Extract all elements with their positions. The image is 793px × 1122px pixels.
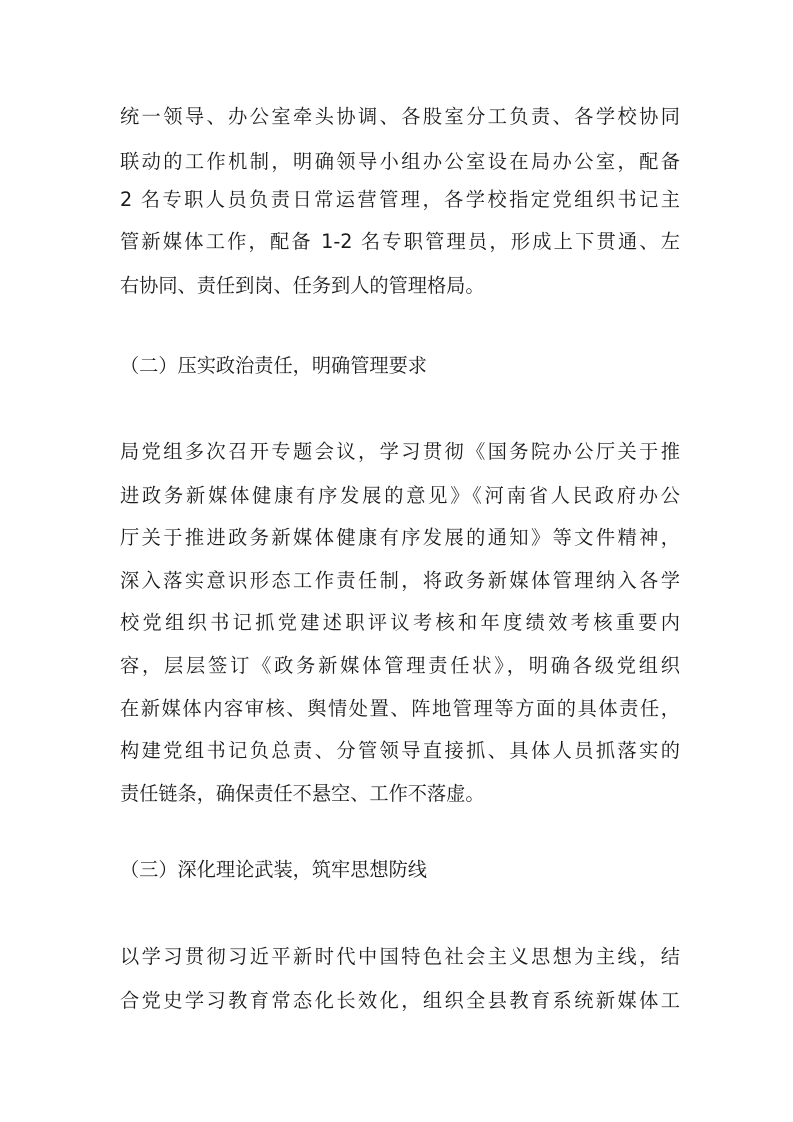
paragraph-2-line-5: 校党组织书记抓党建述职评议考核和年度绩效考核重要内	[120, 611, 680, 634]
paragraph-2-line-2: 进政务新媒体健康有序发展的意见》《河南省人民政府办公	[120, 484, 680, 507]
paragraph-1-line-3: 2 名专职人员负责日常运营管理，各学校指定党组织书记主	[120, 188, 680, 211]
paragraph-2-line-4: 深入落实意识形态工作责任制，将政务新媒体管理纳入各学	[120, 569, 680, 592]
paragraph-1-line-5: 右协同、责任到岗、任务到人的管理格局。	[120, 274, 485, 297]
section-heading-3: （三）深化理论武装，筑牢思想防线	[120, 858, 427, 881]
paragraph-2-line-9: 责任链条，确保责任不悬空、工作不落虚。	[120, 782, 485, 805]
paragraph-3-line-2: 合党史学习教育常态化长效化，组织全县教育系统新媒体工	[120, 989, 680, 1012]
paragraph-2-line-6: 容，层层签订《政务新媒体管理责任状》，明确各级党组织	[120, 654, 680, 677]
paragraph-2-line-3: 厅关于推进政务新媒体健康有序发展的通知》等文件精神，	[120, 526, 680, 549]
paragraph-1-line-2: 联动的工作机制，明确领导小组办公室设在局办公室，配备	[120, 150, 680, 173]
paragraph-3-line-1: 以学习贯彻习近平新时代中国特色社会主义思想为主线，结	[120, 945, 680, 968]
paragraph-2-line-8: 构建党组书记负总责、分管领导直接抓、具体人员抓落实的	[120, 739, 680, 762]
paragraph-1-line-4: 管新媒体工作，配备 1-2 名专职管理员，形成上下贯通、左	[120, 230, 680, 253]
paragraph-2-line-7: 在新媒体内容审核、舆情处置、阵地管理等方面的具体责任，	[120, 697, 680, 720]
paragraph-1-line-1: 统一领导、办公室牵头协调、各股室分工负责、各学校协同	[120, 105, 680, 128]
section-heading-2: （二）压实政治责任，明确管理要求	[120, 354, 427, 377]
paragraph-2-line-1: 局党组多次召开专题会议，学习贯彻《国务院办公厅关于推	[120, 440, 680, 463]
